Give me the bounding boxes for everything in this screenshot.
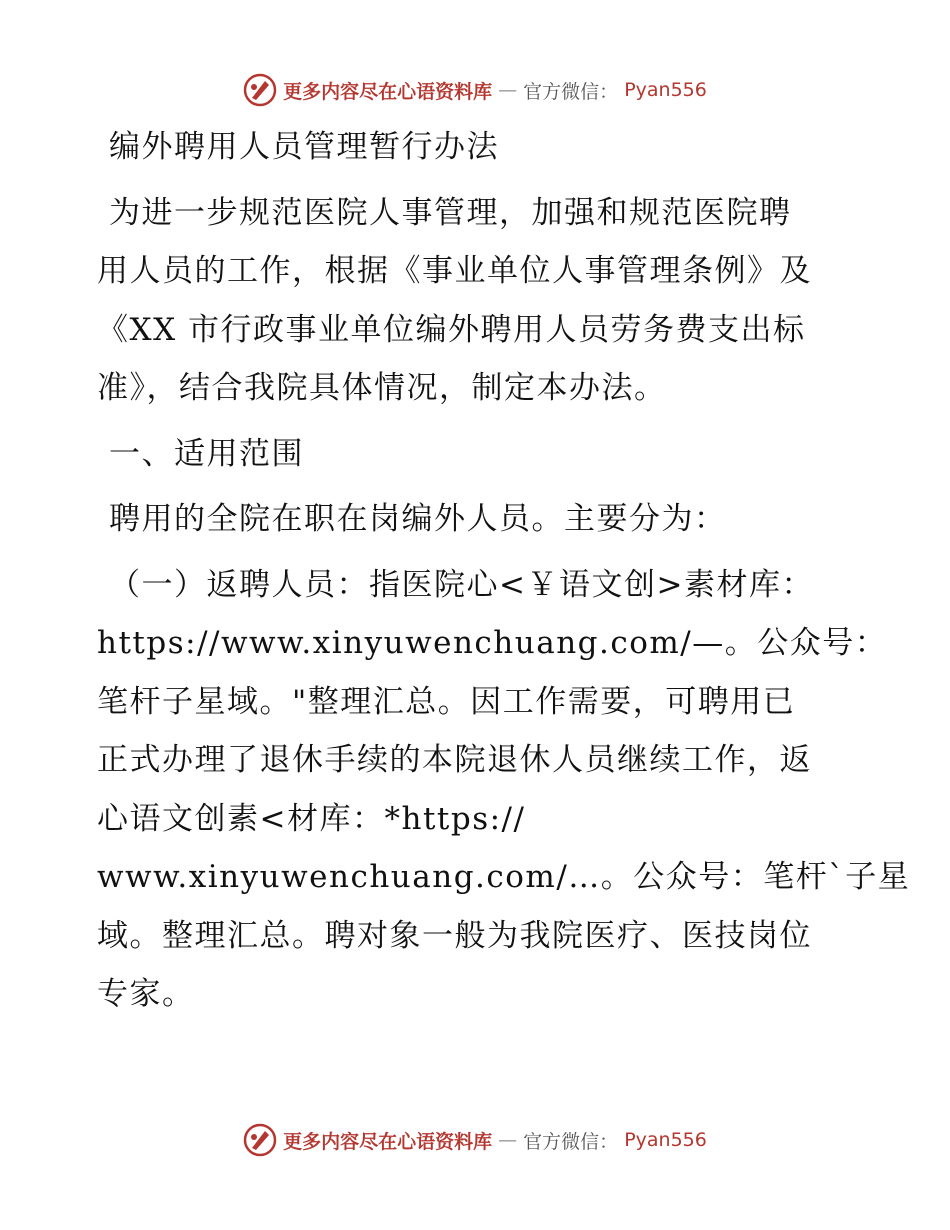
item-line: www.xinyuwenchuang.com/…。公众号：笔杆`子星 bbox=[97, 859, 911, 895]
watermark-main-text: 更多内容尽在心语资料库 bbox=[283, 80, 493, 103]
scope-text: 聘用的全院在职在岗编外人员。主要分为： bbox=[109, 501, 727, 537]
section-heading: 一、适用范围 bbox=[109, 435, 304, 472]
document-title: 编外聘用人员管理暂行办法 bbox=[109, 129, 499, 165]
watermark-wechat-id: Pyan556 bbox=[624, 1129, 707, 1151]
intro-line: 准》，结合我院具体情况，制定本办法。 bbox=[97, 370, 667, 406]
item-line: 正式办理了退休手续的本院退休人员继续工作，返 bbox=[97, 742, 812, 778]
item-line: 心语文创素<材库：*https:// bbox=[97, 800, 526, 837]
watermark-separator: — bbox=[498, 79, 518, 101]
watermark-separator: — bbox=[498, 1129, 518, 1151]
footer-watermark bbox=[0, 1120, 950, 1160]
intro-line: 《XX 市行政事业单位编外聘用人员劳务费支出标 bbox=[97, 311, 806, 348]
watermark-wechat-id: Pyan556 bbox=[624, 79, 707, 101]
header-watermark bbox=[0, 70, 950, 110]
item-line: 域。整理汇总。聘对象一般为我院医疗、医技岗位 bbox=[97, 917, 812, 954]
item-line: 笔杆子星域。"整理汇总。因工作需要，可聘用已 bbox=[97, 683, 796, 720]
pen-nib-seal-icon bbox=[243, 1123, 277, 1157]
item-line: https://www.xinyuwenchuang.com/—。公众号： bbox=[97, 625, 888, 661]
document-body bbox=[97, 118, 911, 1024]
watermark-sub-text: 官方微信： bbox=[523, 80, 619, 103]
watermark-sub-text: 官方微信： bbox=[523, 1130, 619, 1153]
item-line: （一）返聘人员：指医院心<￥语文创>素材库： bbox=[109, 566, 814, 603]
pen-nib-seal-icon bbox=[243, 73, 277, 107]
watermark-main-text: 更多内容尽在心语资料库 bbox=[283, 1130, 493, 1153]
intro-line: 用人员的工作，根据《事业单位人事管理条例》及 bbox=[97, 253, 812, 289]
intro-line: 为进一步规范医院人事管理，加强和规范医院聘 bbox=[109, 194, 792, 231]
item-line: 专家。 bbox=[97, 976, 195, 1012]
